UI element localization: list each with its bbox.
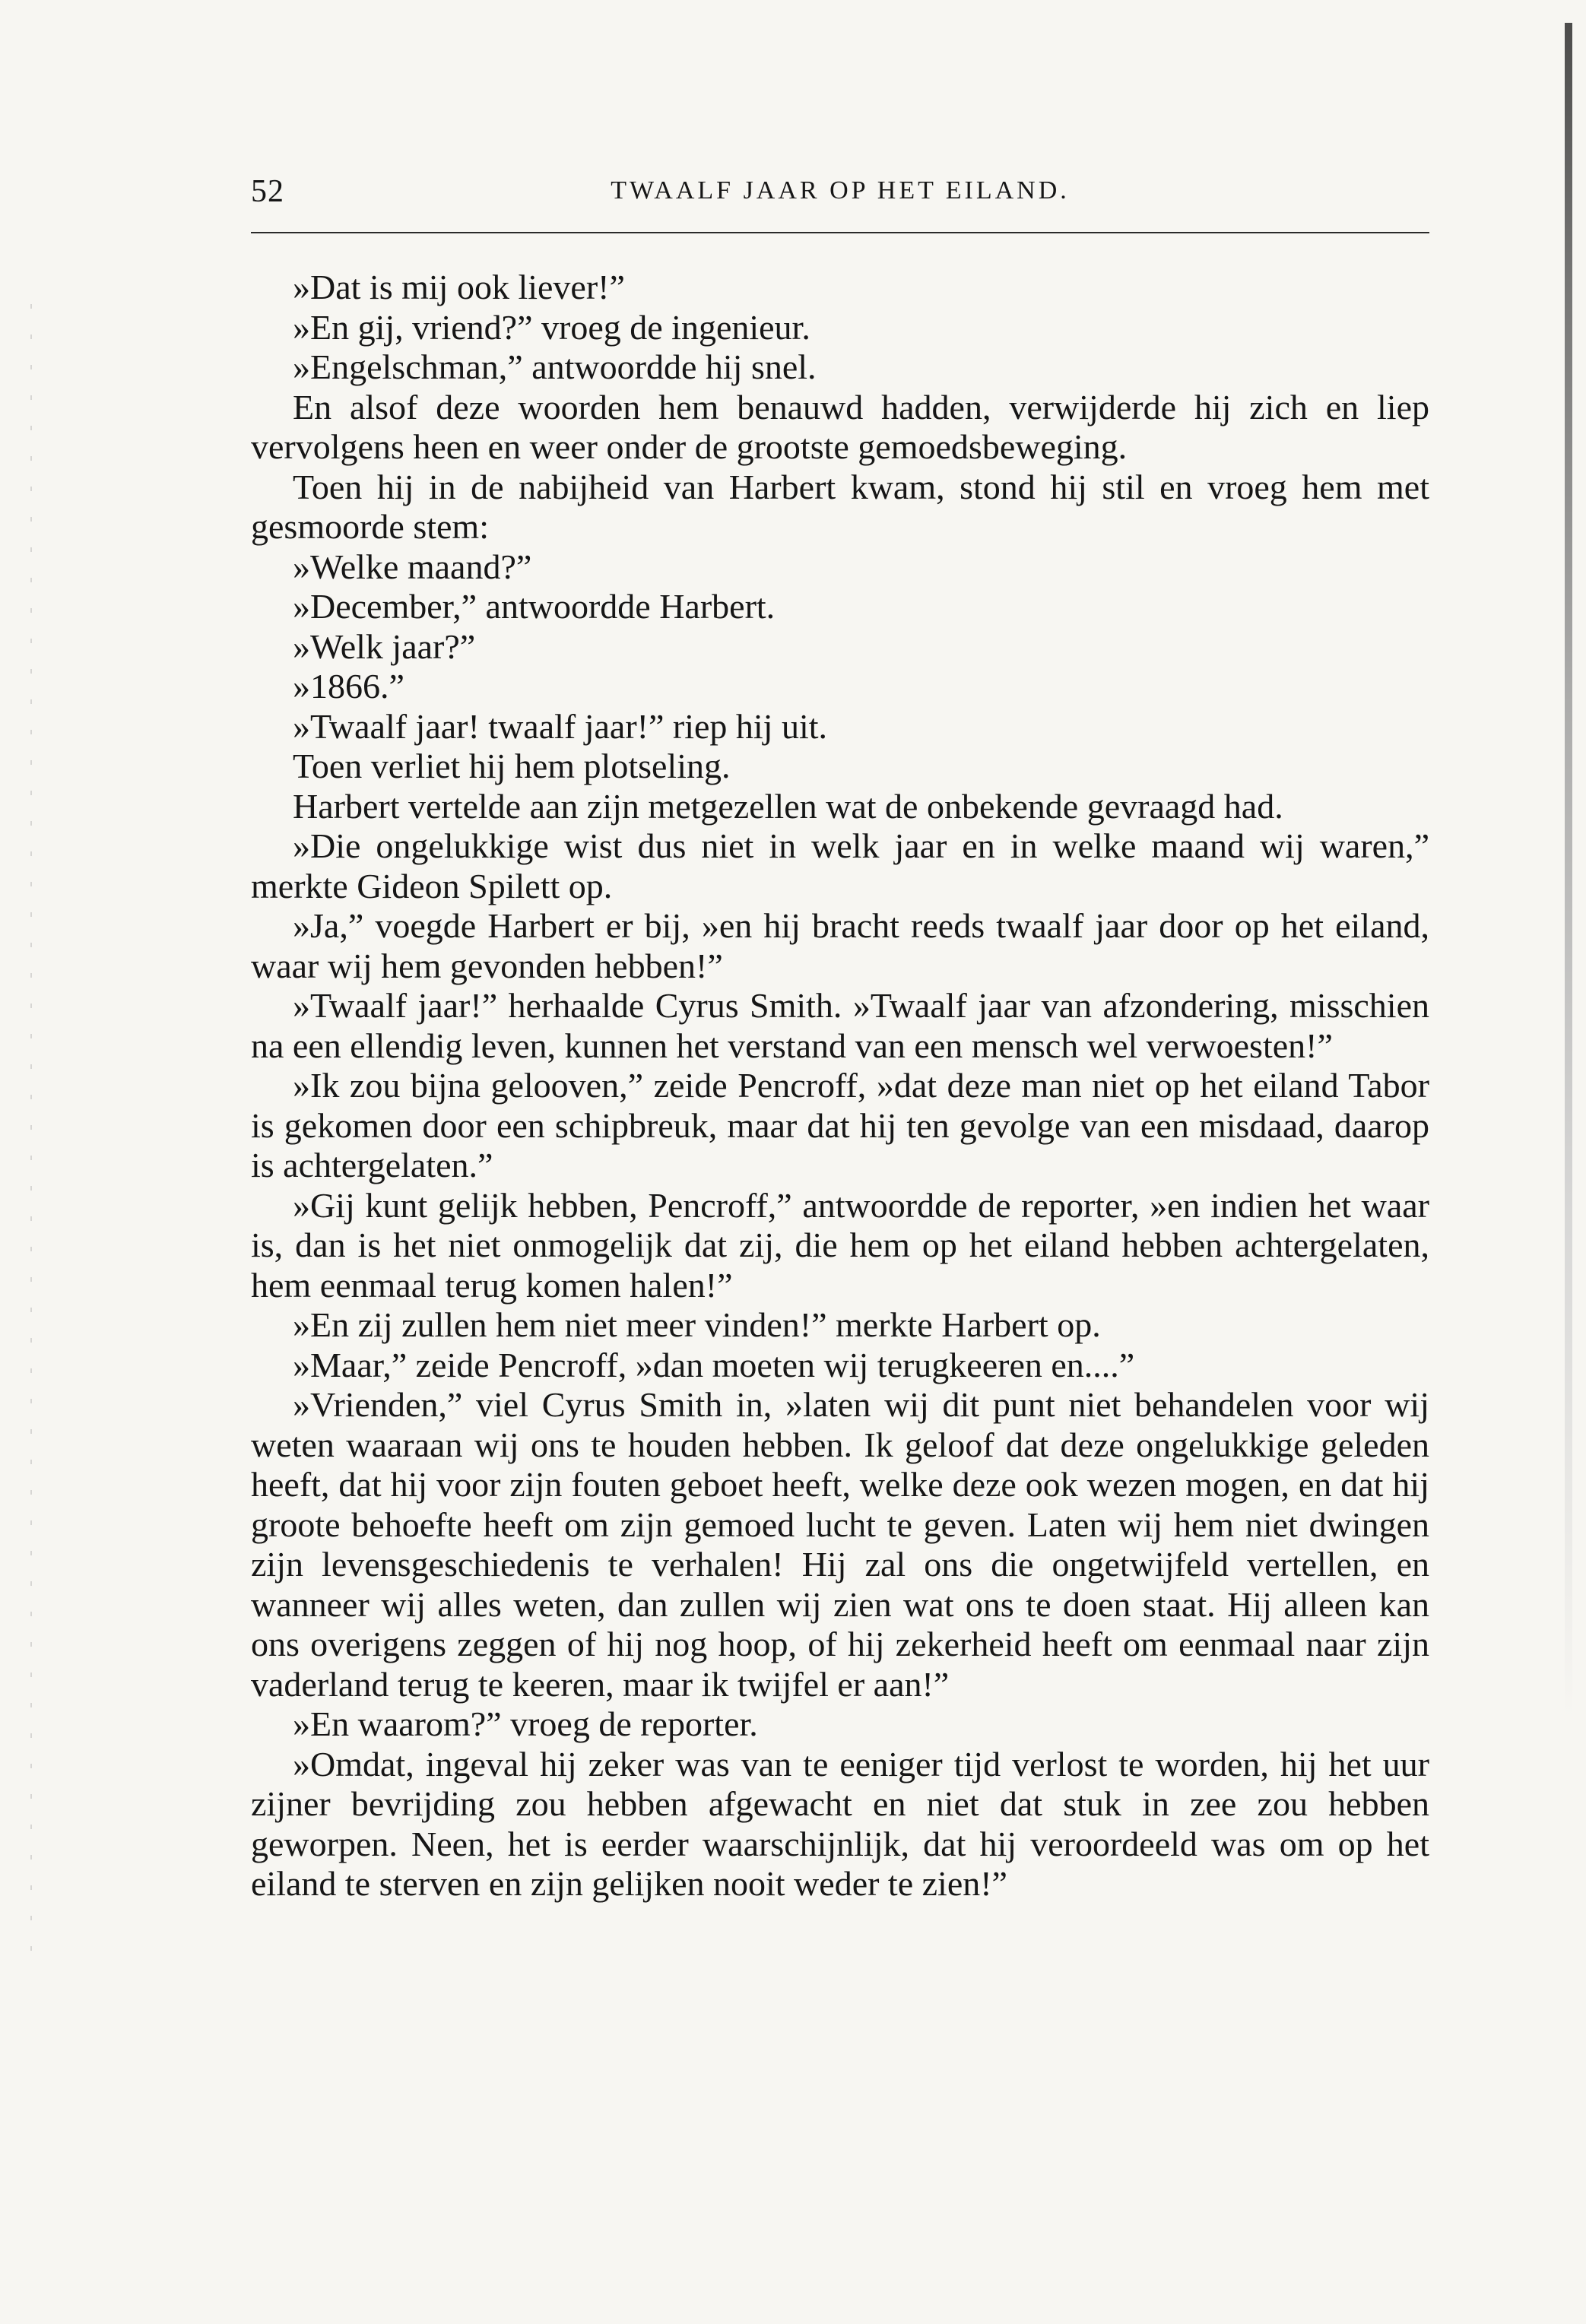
paragraph: »Maar,” zeide Pencroff, »dan moeten wij terugkeeren en....” bbox=[293, 1345, 1135, 1384]
paragraph: En alsof deze woorden hem benauwd hadden, verwijderde hij zich en liep vervolgens heen en weer onder de grootste gemoedsbeweging. bbox=[251, 387, 1429, 466]
paragraph: »Ik zou bijna gelooven,” zeide Pencroff, »dat deze man niet op het eiland Tabor is gekomen door een schipbreuk, maar dat hij ten gevolge van een misdaad, daarop is achtergelaten.” bbox=[251, 1066, 1429, 1184]
paragraph: »Engelschman,” antwoordde hij snel. bbox=[293, 347, 817, 386]
page-header bbox=[251, 173, 1429, 234]
page-edge-shadow bbox=[1565, 23, 1572, 1718]
paragraph: »Die ongelukkige wist dus niet in welk jaar en in welke maand wij waren,” merkte Gideon Spilett op. bbox=[251, 826, 1429, 905]
running-title: TWAALF JAAR OP HET EILAND. bbox=[611, 176, 1070, 204]
paragraph: Toen verliet hij hem plotseling. bbox=[293, 747, 731, 785]
page-number: 52 bbox=[251, 174, 284, 209]
paragraph: »December,” antwoordde Harbert. bbox=[293, 587, 776, 626]
paragraph: »En waarom?” vroeg de reporter. bbox=[293, 1704, 758, 1743]
paragraph: »En gij, vriend?” vroeg de ingenieur. bbox=[293, 307, 810, 347]
paragraph: »Ja,” voegde Harbert er bij, »en hij bracht reeds twaalf jaar door op het eiland, waar wij hem gevonden hebben!” bbox=[251, 906, 1429, 985]
paragraph: »Twaalf jaar!” herhaalde Cyrus Smith. »Twaalf jaar van afzondering, misschien na een ellendig leven, kunnen het verstand van een mensch wel verwoesten!” bbox=[251, 986, 1429, 1065]
paragraph: »En zij zullen hem niet meer vinden!” merkte Harbert op. bbox=[293, 1305, 1101, 1344]
paragraph: »Welke maand?” bbox=[293, 547, 532, 586]
body-text bbox=[251, 268, 1429, 1904]
paragraph: »Gij kunt gelijk hebben, Pencroff,” antwoordde de reporter, »en indien het waar is, dan is het niet onmogelijk dat zij, die hem op het eiland hebben achtergelaten, hem eenmaal terug komen halen!” bbox=[251, 1185, 1429, 1305]
header-rule bbox=[251, 232, 1429, 233]
paragraph: Toen hij in de nabijheid van Harbert kwam, stond hij stil en vroeg hem met gesmoorde stem: bbox=[251, 467, 1429, 546]
paragraph: »Dat is mij ook liever!” bbox=[293, 268, 625, 306]
paragraph: »1866.” bbox=[293, 667, 404, 705]
gutter-marks bbox=[30, 304, 32, 1977]
paragraph: Harbert vertelde aan zijn metgezellen wat de onbekende gevraagd had. bbox=[293, 786, 1283, 826]
paragraph: »Twaalf jaar! twaalf jaar!” riep hij uit. bbox=[293, 706, 828, 746]
paragraph: »Welk jaar?” bbox=[293, 626, 476, 666]
paragraph: »Vrienden,” viel Cyrus Smith in, »laten wij dit punt niet behandelen voor wij weten waaraan wij ons te houden hebben. Ik geloof dat deze ongelukkige geleden heeft, dat hij voor zijn fouten geboet heeft, welke deze ook wezen mogen, en dat hij groote behoefte heeft om zijn gemoed lucht te geven. Laten wij hem niet dwingen zijn levensgeschiedenis te verhalen! Hij zal ons die ongetwijfeld vertellen, en wanneer wij alles weten, dan zullen wij zien wat ons te doen staat. Hij alleen kan ons overigens zeggen of hij nog hoop, of hij zekerheid heeft om eenmaal naar zijn vaderland terug te keeren, maar ik twijfel er aan!” bbox=[251, 1385, 1429, 1704]
paragraph: »Omdat, ingeval hij zeker was van te eeniger tijd verlost te worden, hij het uur zijner bevrijding zou hebben afgewacht en niet dat stuk in zee zou hebben geworpen. Neen, het is eerder waarschijnlijk, dat hij veroordeeld was om op het eiland te sterven en zijn gelijken nooit weder te zien!” bbox=[251, 1744, 1429, 1903]
